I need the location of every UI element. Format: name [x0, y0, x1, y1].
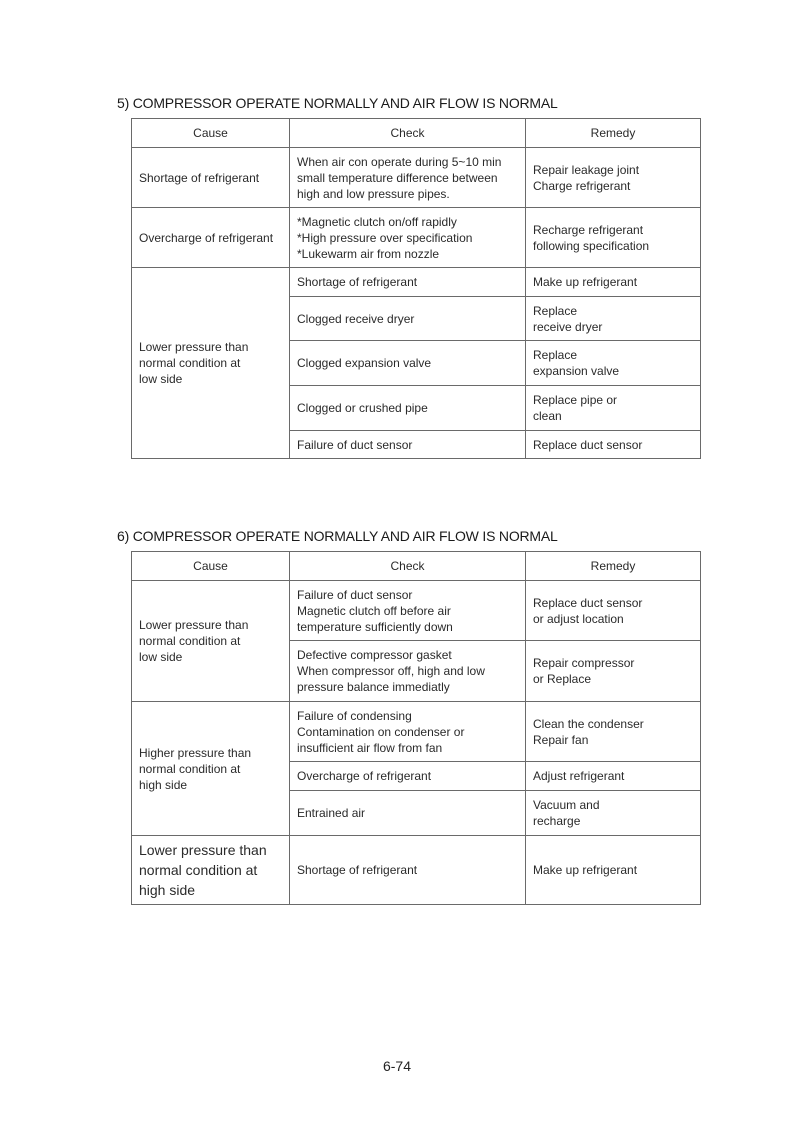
table-row [132, 836, 701, 905]
header-check: Check [290, 552, 526, 581]
remedy-cell: Adjust refrigerant [526, 762, 701, 791]
table-row [132, 208, 701, 268]
remedy-cell: Replace expansion valve [526, 341, 701, 386]
page-number: 6-74 [382, 1058, 412, 1074]
check-cell: Defective compressor gasket When compressor off, high and low pressure balance immediatly [290, 641, 526, 702]
header-cause: Cause [132, 552, 290, 581]
cause-cell: Lower pressure than normal condition at high side [132, 836, 290, 905]
table-header-row [132, 552, 701, 581]
check-cell: Shortage of refrigerant [290, 268, 526, 297]
cause-cell: Lower pressure than normal condition at low side [132, 581, 290, 702]
check-cell: Failure of duct sensor [290, 431, 526, 459]
table-row [132, 581, 701, 641]
table-header-row [132, 119, 701, 148]
remedy-cell: Make up refrigerant [526, 836, 701, 905]
check-cell: Clogged or crushed pipe [290, 386, 526, 431]
table-row [132, 702, 701, 762]
table-row [132, 268, 701, 297]
check-cell: Failure of duct sensor Magnetic clutch off before air temperature sufficiently down [290, 581, 526, 641]
remedy-cell: Replace pipe or clean [526, 386, 701, 431]
remedy-cell: Recharge refrigerant following specification [526, 208, 701, 268]
cause-cell: Shortage of refrigerant [132, 148, 290, 208]
remedy-cell: Vacuum and recharge [526, 791, 701, 836]
check-cell: *Magnetic clutch on/off rapidly *High pressure over specification *Lukewarm air from nozzle [290, 208, 526, 268]
check-cell: When air con operate during 5~10 min small temperature difference between high and low pressure pipes. [290, 148, 526, 208]
section-6-title: 6) COMPRESSOR OPERATE NORMALLY AND AIR FLOW IS NORMAL [117, 528, 558, 544]
remedy-cell: Replace duct sensor [526, 431, 701, 459]
header-remedy: Remedy [526, 119, 701, 148]
cause-cell: Overcharge of refrigerant [132, 208, 290, 268]
table-row [132, 148, 701, 208]
check-cell: Failure of condensing Contamination on condenser or insufficient air flow from fan [290, 702, 526, 762]
remedy-cell: Replace duct sensor or adjust location [526, 581, 701, 641]
remedy-cell: Repair leakage joint Charge refrigerant [526, 148, 701, 208]
header-cause: Cause [132, 119, 290, 148]
section-5-title: 5) COMPRESSOR OPERATE NORMALLY AND AIR FLOW IS NORMAL [117, 95, 558, 111]
remedy-cell: Make up refrigerant [526, 268, 701, 297]
check-cell: Entrained air [290, 791, 526, 836]
cause-cell: Lower pressure than normal condition at low side [132, 268, 290, 459]
troubleshooting-table-6 [131, 551, 701, 905]
remedy-cell: Clean the condenser Repair fan [526, 702, 701, 762]
troubleshooting-table-5 [131, 118, 701, 459]
check-cell: Clogged expansion valve [290, 341, 526, 386]
check-cell: Clogged receive dryer [290, 297, 526, 341]
header-remedy: Remedy [526, 552, 701, 581]
check-cell: Shortage of refrigerant [290, 836, 526, 905]
remedy-cell: Repair compressor or Replace [526, 641, 701, 702]
cause-cell: Higher pressure than normal condition at high side [132, 702, 290, 836]
remedy-cell: Replace receive dryer [526, 297, 701, 341]
check-cell: Overcharge of refrigerant [290, 762, 526, 791]
header-check: Check [290, 119, 526, 148]
